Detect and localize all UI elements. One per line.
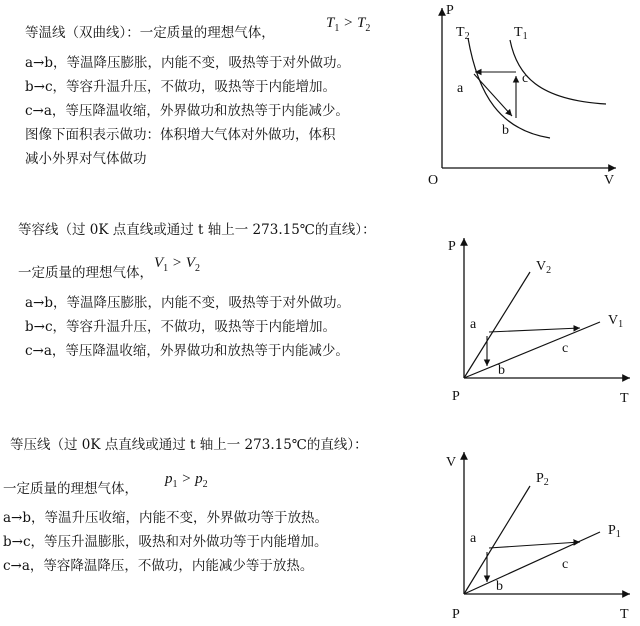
section2-line-2: b→c，等容升温升压，不做功，吸热等于内能增加。 xyxy=(25,319,337,335)
isobaric-point-c: c xyxy=(562,557,569,572)
isobaric-point-b: b xyxy=(496,579,503,594)
section3-title: 等压线（过 0K 点直线或通过 t 轴上一 273.15℃的直线）： xyxy=(10,437,368,453)
section3-relation: $p_1 > p_2$ xyxy=(165,471,208,490)
isotherm-label-t1: $T_1$ xyxy=(514,25,528,42)
section1-title-text: 等温线（双曲线）：一定质量的理想气体， xyxy=(25,25,275,41)
section3-line-2: b→c，等压升温膨胀，吸热和对外做功等于内能增加。 xyxy=(3,534,328,550)
isotherm-origin-label: O xyxy=(428,173,439,188)
isochoric-point-b: b xyxy=(498,363,505,378)
isotherm-point-a: a xyxy=(457,81,464,96)
section1-line-2: b→c，等容升温升压，不做功，吸热等于内能增加。 xyxy=(25,79,337,95)
section1-line-5: 减小外界对气体做功 xyxy=(25,151,147,167)
section3-line-3: c→a，等容降温降压，不做功，内能减少等于放热。 xyxy=(3,558,314,574)
isotherm-point-b: b xyxy=(502,123,509,138)
isotherm-arrow-a-to-b xyxy=(474,74,512,116)
isochoric-label-v2: $V_2$ xyxy=(536,259,552,276)
isobaric-graph xyxy=(440,446,640,626)
section3-intro: 一定质量的理想气体， xyxy=(3,481,138,497)
isobaric-x-label: T xyxy=(620,607,629,622)
section2-title: 等容线（过 0K 点直线或通过 t 轴上一 273.15℃的直线）： xyxy=(18,222,376,238)
section2-relation: $V_1 > V_2$ xyxy=(154,255,200,274)
isochoric-arrow-a-to-c xyxy=(489,328,580,332)
section1-relation: $T_1 > T_2$ xyxy=(326,15,371,34)
isotherm-graph xyxy=(420,0,620,190)
isochoric-point-a: a xyxy=(470,317,477,332)
isobaric-label-p1: $P_1$ xyxy=(608,523,621,540)
isobaric-line-p1 xyxy=(464,532,600,594)
section3-line-1: a→b，等温升压收缩，内能不变，外界做功等于放热。 xyxy=(3,510,329,526)
section1-line-1: a→b，等温降压膨胀，内能不变，吸热等于对外做功。 xyxy=(25,55,351,71)
section1-line-3: c→a，等压降温收缩，外界做功和放热等于内能减少。 xyxy=(25,103,349,119)
isochoric-graph xyxy=(440,228,640,408)
isotherm-point-c: c xyxy=(522,71,529,86)
isobaric-point-a: a xyxy=(470,531,477,546)
isobaric-y-label: V xyxy=(446,455,457,470)
section2-line-3: c→a，等压降温收缩，外界做功和放热等于内能减少。 xyxy=(25,343,349,359)
isochoric-origin-label: P xyxy=(452,389,460,404)
isotherm-x-label: V xyxy=(604,173,615,188)
isochoric-y-label: P xyxy=(448,239,456,254)
isobaric-origin-label: P xyxy=(452,607,460,622)
isobaric-label-p2: $P_2$ xyxy=(536,471,549,488)
isochoric-point-c: c xyxy=(562,341,569,356)
section1-line-4: 图像下面积表示做功：体积增大气体对外做功，体积 xyxy=(25,127,336,143)
isotherm-label-t2: $T_2$ xyxy=(456,25,470,42)
section2-line-1: a→b，等温降压膨胀，内能不变，吸热等于对外做功。 xyxy=(25,295,351,311)
isochoric-label-v1: $V_1$ xyxy=(608,313,624,330)
section2-intro: 一定质量的理想气体， xyxy=(18,265,153,281)
isochoric-x-label: T xyxy=(620,391,629,406)
section1-title xyxy=(25,24,275,42)
isotherm-y-label: P xyxy=(446,3,454,18)
isotherm-curve-t2 xyxy=(468,38,550,138)
